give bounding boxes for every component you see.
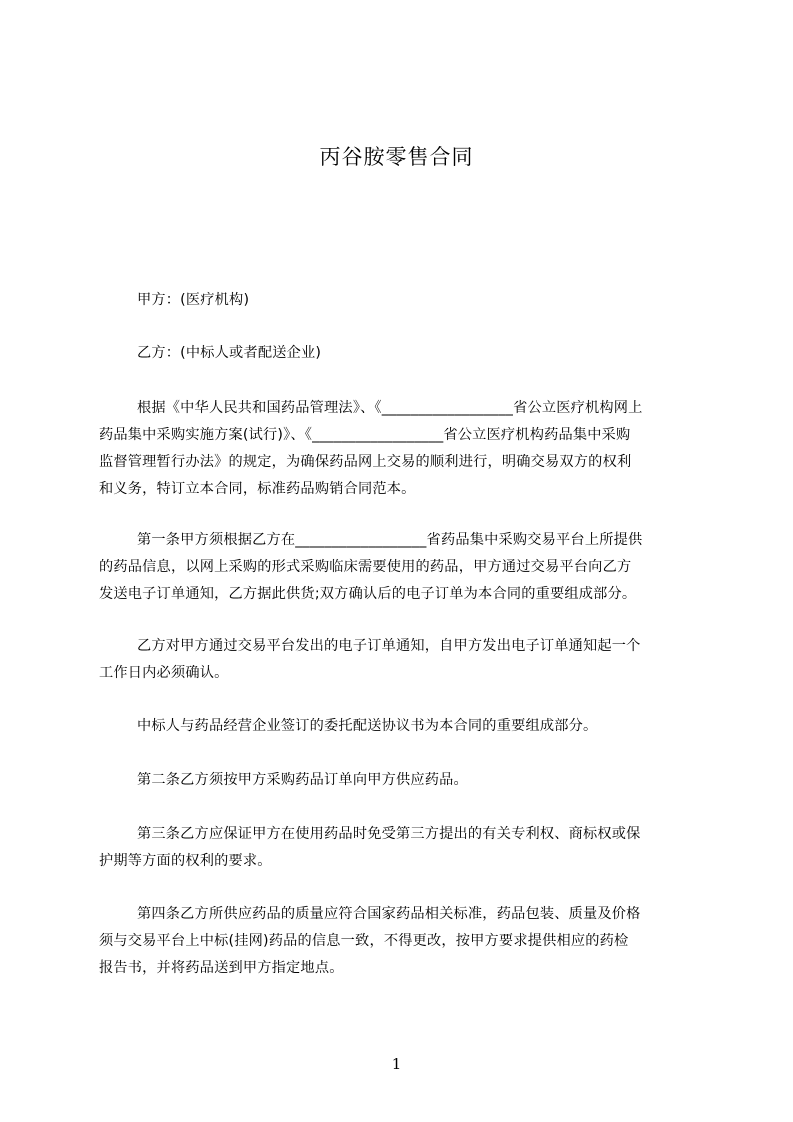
article-1-confirm-line: 工作日内必须确认。 [99, 665, 229, 681]
article-4-paragraph [99, 901, 699, 982]
preamble-line: 药品集中采购实施方案(试行)》、《__________________省公立医疗机构药品集中采购 [99, 427, 631, 443]
page-number: 1 [391, 1055, 402, 1073]
article-3-line: 第三条乙方应保证甲方在使用药品时免受第三方提出的有关专利权、商标权或保 [137, 826, 641, 842]
article-1-line: 的药品信息，以网上采购的形式采购临床需要使用的药品，甲方通过交易平台向乙方 [99, 559, 632, 575]
preamble-line: 根据《中华人民共和国药品管理法》、《__________________省公立医疗机构网上 [137, 400, 643, 416]
preamble-line: 和义务，特订立本合同，标准药品购销合同范本。 [99, 481, 416, 497]
article-4-line: 报告书，并将药品送到甲方指定地点。 [99, 960, 344, 976]
article-2-line: 第二条乙方须按甲方采购药品订单向甲方供应药品。 [137, 772, 468, 788]
article-2-paragraph [99, 767, 699, 794]
article-1-confirm-line: 乙方对甲方通过交易平台发出的电子订单通知，自甲方发出电子订单通知起一个 [137, 638, 641, 654]
document-title: 丙谷胺零售合同 [319, 145, 474, 169]
article-1-delegation-paragraph [99, 713, 699, 740]
article-1-delegation-line: 中标人与药品经营企业签订的委托配送协议书为本合同的重要组成部分。 [137, 718, 598, 734]
article-1-line: 第一条甲方须根据乙方在__________________省药品集中采购交易平台上所提供 [137, 532, 643, 548]
article-4-line: 第四条乙方所供应药品的质量应符合国家药品相关标准，药品包装、质量及价格 [137, 906, 641, 922]
party-a-paragraph [99, 287, 699, 314]
preamble-line: 监督管理暂行办法》的规定，为确保药品网上交易的顺利进行，明确交易双方的权利 [99, 454, 632, 470]
article-1-line: 发送电子订单通知，乙方据此供货;双方确认后的电子订单为本合同的重要组成部分。 [99, 586, 637, 602]
party-b-line: 乙方：(中标人或者配送企业) [137, 345, 322, 361]
party-b-paragraph [99, 340, 699, 367]
article-1-paragraph [99, 527, 699, 608]
party-a-line: 甲方：(医疗机构) [137, 292, 250, 308]
preamble-paragraph [99, 395, 699, 503]
document-body [99, 0, 699, 1000]
article-3-line: 护期等方面的权利的要求。 [99, 853, 272, 869]
article-3-paragraph [99, 821, 699, 875]
article-4-line: 须与交易平台上中标(挂网)药品的信息一致，不得更改，按甲方要求提供相应的药检 [99, 933, 629, 949]
article-1-confirm-paragraph [99, 633, 699, 687]
